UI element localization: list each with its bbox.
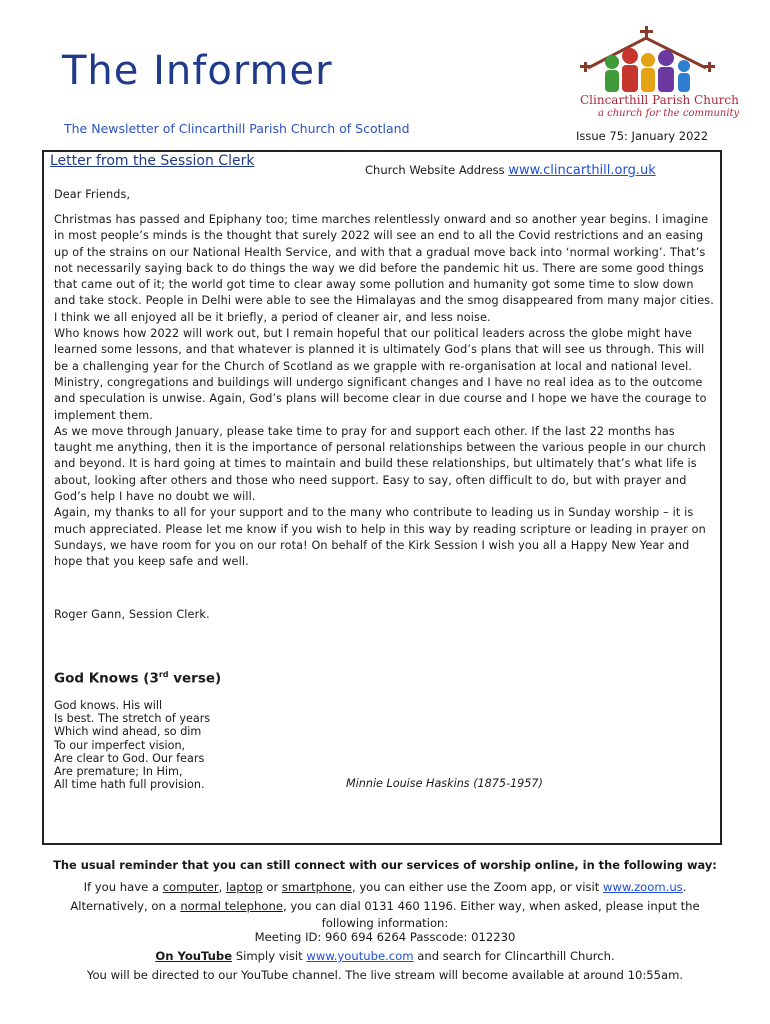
text-fragment: , bbox=[218, 880, 226, 894]
text-fragment: Simply visit bbox=[232, 949, 307, 963]
letter-body bbox=[54, 212, 714, 571]
newsletter-subtitle: The Newsletter of Clincarthill Parish Church of Scotland bbox=[64, 121, 410, 136]
website-line bbox=[365, 163, 656, 178]
text-fragment: and search for Clincarthill Church. bbox=[413, 949, 615, 963]
text-fragment: If you have a bbox=[83, 880, 163, 894]
section-title: Letter from the Session Clerk bbox=[50, 153, 255, 169]
logo-church-name: Clincarthill Parish Church bbox=[580, 93, 739, 107]
issue-label: Issue 75: January 2022 bbox=[576, 129, 709, 143]
poem-line: To our imperfect vision, bbox=[54, 738, 186, 752]
youtube-instructions bbox=[50, 948, 720, 965]
poem-line: Which wind ahead, so dim bbox=[54, 725, 202, 739]
meeting-details: Meeting ID: 960 694 6264 Passcode: 012230 bbox=[254, 930, 516, 944]
poem-line: All time hath full provision. bbox=[54, 778, 205, 792]
newsletter-title: The Informer bbox=[62, 48, 333, 94]
zoom-link[interactable]: www.zoom.us bbox=[603, 880, 683, 894]
youtube-channel-note: You will be directed to our YouTube channel. The live stream will become available at around 10:55am. bbox=[86, 968, 684, 982]
letter-paragraph: Who knows how 2022 will work out, but I remain hopeful that our political leaders across the globe might have learned some lessons, and that whatever is planned it is ultimately God’s plans that will see us through. This will be a challenging year for the Church of Scotland as we grapple with re-organisation at local and national level. Ministry, congregations and buildings will undergo significant changes and I have no real idea as to the outcome and speculation is unwise. Again, God’s plans will become clear in due course and I hope we have the courage to implement them. bbox=[54, 327, 707, 422]
zoom-instructions bbox=[50, 879, 720, 896]
letter-paragraph: Again, my thanks to all for your support and to the many who contribute to leading us in Sunday worship – it is much appreciated. Please let me know if you wish to help in this way by reading scripture or leading in prayer on Sundays, we have room for you on our rota! On behalf of the Kirk Session I wish you all a Happy New Year and hope that you keep safe and well. bbox=[54, 506, 706, 569]
youtube-label: On YouTube bbox=[155, 949, 233, 963]
text-fragment: or bbox=[262, 880, 282, 894]
poem-lines bbox=[54, 699, 210, 791]
worship-reminder: The usual reminder that you can still connect with our services of worship online, in the following way: bbox=[53, 858, 717, 872]
greeting: Dear Friends, bbox=[54, 188, 131, 201]
poem-title-main: God Knows (3 bbox=[54, 670, 159, 687]
computer-text: computer bbox=[162, 880, 219, 894]
smartphone-text: smartphone bbox=[281, 880, 352, 894]
poem-line: Are clear to God. Our fears bbox=[54, 751, 205, 765]
letter-paragraph: Christmas has passed and Epiphany too; time marches relentlessly onward and so another year begins. I imagine in most people’s minds is the thought that surely 2022 will see an end to all the Covid restrictions and an easing up of the strains on our National Health Service, and with that a gradual move back into ‘normal working’. That’s not necessarily saying back to do things the way we did before the pandemic hit us. There are some good things that came out of it; the world got time to clear away some pollution and humanity got some time to slow down and take stock. People in Delhi were able to see the Himalayas and the smog disappeared from many major cities. I think we all enjoyed all be it briefly, a period of cleaner air, and less noise. bbox=[54, 213, 714, 324]
poem-title-end: verse) bbox=[168, 670, 222, 687]
poem-line: God knows. His will bbox=[54, 699, 163, 712]
poem-title-sup: rd bbox=[158, 670, 169, 679]
letter-paragraph: As we move through January, please take time to pray for and support each other. If the last 22 months has taught me anything, then it is the importance of personal relationships between the various people in our church and beyond. It is hard going at times to maintain and build these relationships, but ultimately that’s what life is about, looking after others and those who need support. Easy to say, often difficult to do, but with prayer and God’s help I have no doubt we will. bbox=[54, 424, 706, 504]
poem-author: Minnie Louise Haskins (1875-1957) bbox=[346, 777, 543, 790]
normal-telephone-text: normal telephone bbox=[180, 899, 283, 913]
laptop-text: laptop bbox=[225, 880, 263, 894]
text-fragment: , you can either use the Zoom app, or visit bbox=[351, 880, 603, 894]
logo-tagline: a church for the community bbox=[598, 108, 740, 119]
text-fragment: Alternatively, on a bbox=[70, 899, 181, 913]
poem-title bbox=[54, 670, 221, 687]
website-link[interactable]: www.clincarthill.org.uk bbox=[508, 163, 656, 178]
website-label: Church Website Address bbox=[365, 163, 509, 177]
youtube-link[interactable]: www.youtube.com bbox=[306, 949, 414, 963]
poem-line: Is best. The stretch of years bbox=[54, 712, 211, 726]
telephone-instructions bbox=[50, 898, 720, 932]
text-fragment: . bbox=[682, 880, 687, 894]
signoff: Roger Gann, Session Clerk. bbox=[54, 608, 210, 621]
poem-line: Are premature; In Him, bbox=[54, 765, 183, 779]
text-fragment: , you can dial 0131 460 1196. Either way, when asked, please input the following information: bbox=[282, 899, 700, 930]
